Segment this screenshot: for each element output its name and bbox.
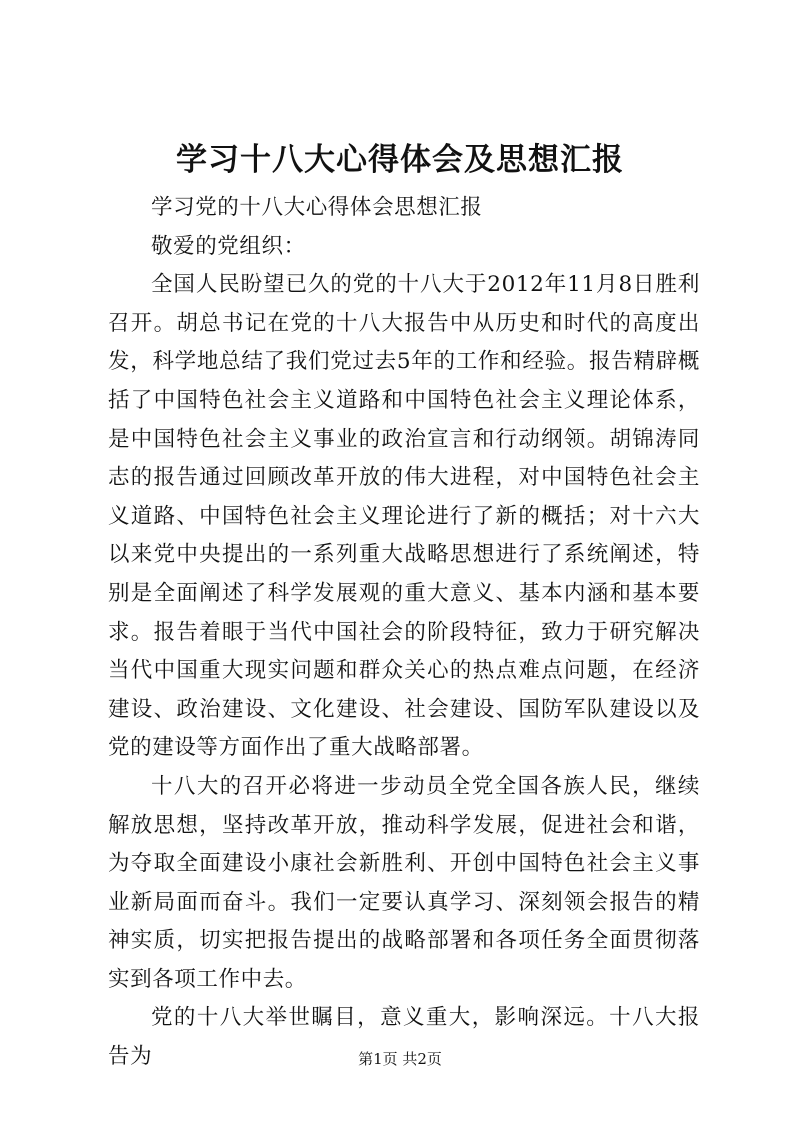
- document-body: [108, 189, 700, 1077]
- body-paragraph-1: 全国人民盼望已久的党的十八大于2012年11月8日胜利召开。胡总书记在党的十八大报告中从历史和时代的高度出发，科学地总结了我们党过去5年的工作和经验。报告精辟概括了中国特色社会主义道路和中国特色社会主义理论体系，是中国特色社会主义事业的政治宣言和行动纲领。胡锦涛同志的报告通过回顾改革开放的伟大进程，对中国特色社会主义道路、中国特色社会主义理论进行了新的概括；对十六大以来党中央提出的一系列重大战略思想进行了系统阐述，特别是全面阐述了科学发展观的重大意义、基本内涵和基本要求。报告着眼于当代中国社会的阶段特征，致力于研究解决当代中国重大现实问题和群众关心的热点难点问题，在经济建设、政治建设、文化建设、社会建设、国防军队建设以及党的建设等方面作出了重大战略部署。: [108, 272, 700, 761]
- salutation-line: 敬爱的党组织：: [151, 233, 306, 259]
- document-title: 学习十八大心得体会及思想汇报: [176, 142, 624, 178]
- body-paragraph-3: 党的十八大举世瞩目，意义重大，影响深远。十八大报告为: [108, 1005, 700, 1070]
- page-number-footer: 第1页 共2页: [358, 1050, 442, 1068]
- body-paragraph-2: 十八大的召开必将进一步动员全党全国各族人民，继续解放思想，坚持改革开放，推动科学发展，促进社会和谐，为夺取全面建设小康社会新胜利、开创中国特色社会主义事业新局面而奋斗。我们一定要认真学习、深刻领会报告的精神实质，切实把报告提出的战略部署和各项任务全面贯彻落实到各项工作中去。: [108, 773, 700, 992]
- subtitle-line: 学习党的十八大心得体会思想汇报: [151, 195, 483, 220]
